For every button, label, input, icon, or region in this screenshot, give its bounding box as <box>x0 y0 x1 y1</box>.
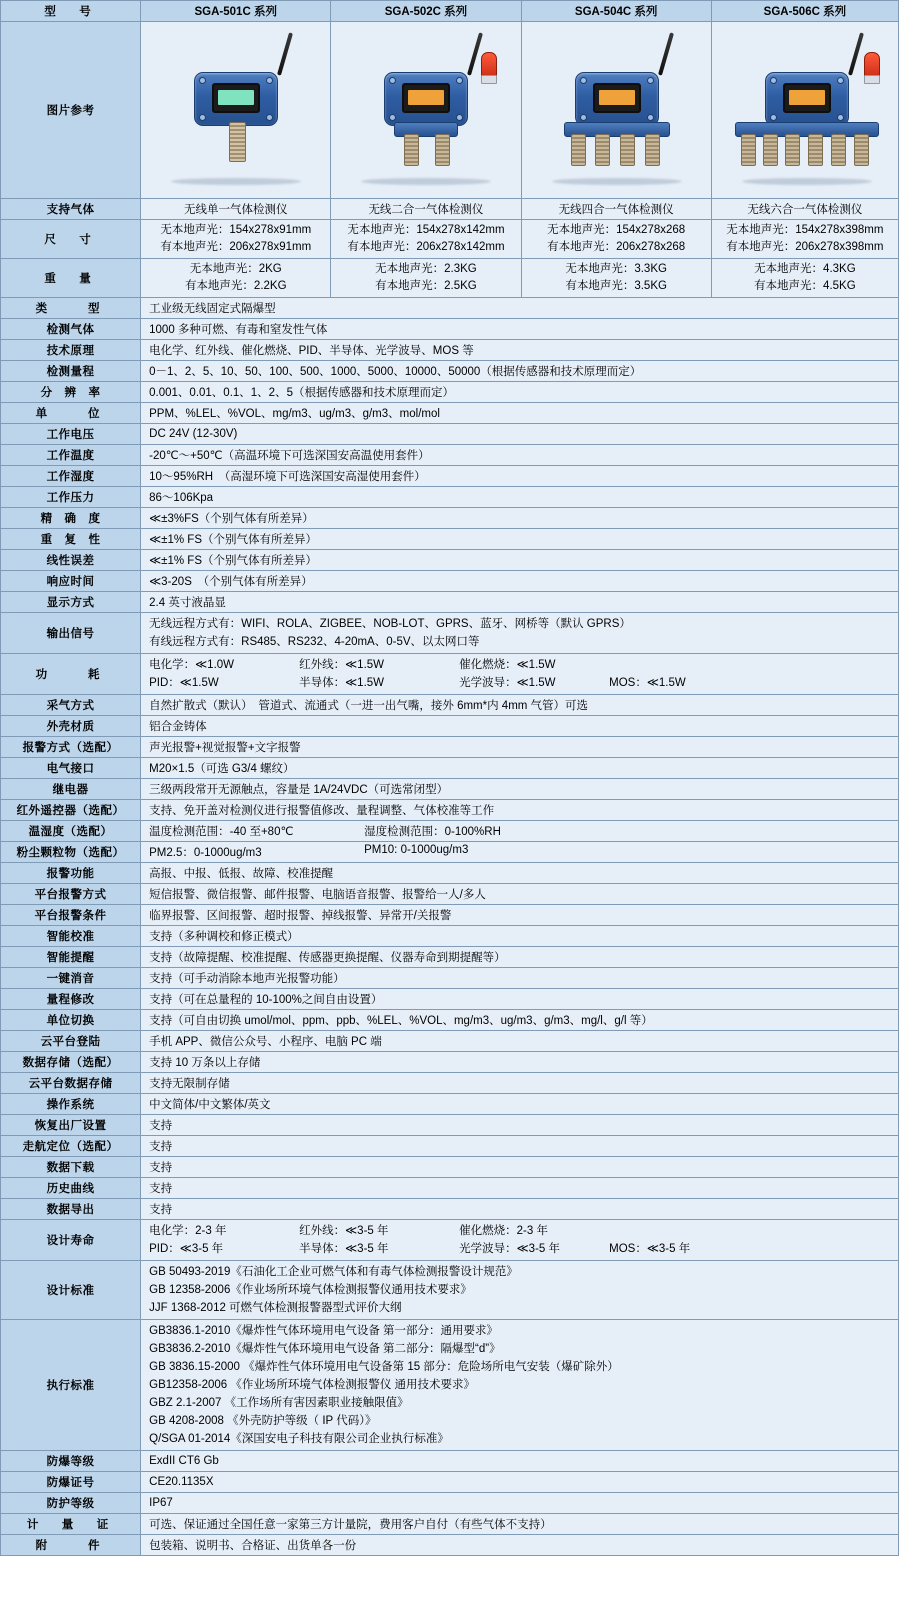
row-value-os: 中文简体/中文繁体/英文 <box>141 1094 899 1115</box>
table-row-platform-alarm-condition <box>1 905 899 926</box>
row-value-lifetime: 电化学：2-3 年 红外线：≪3-5 年 催化燃烧：2-3 年 PID：≪3-5 年 半导体：≪3-5 年 光学波导：≪3-5 年 MOS：≪3-5 年 <box>141 1220 899 1261</box>
row-value-pressure: 86～106Kpa <box>141 487 899 508</box>
table-row-voltage <box>1 424 899 445</box>
gas-support-3: 无线四合一气体检测仪 <box>521 199 711 220</box>
alarm-light-icon <box>864 52 880 80</box>
row-value-temperature: -20℃～+50℃（高温环境下可选深国安高温使用套件） <box>141 445 899 466</box>
row-value-sampling: 自然扩散式（默认） 管道式、流通式（一进一出气嘴，接外 6mm*内 4mm 气管）可选 <box>141 695 899 716</box>
device-image-501c <box>141 22 331 199</box>
table-row-detect-gas <box>1 319 899 340</box>
row-value-data-export: 支持 <box>141 1199 899 1220</box>
table-row-unit <box>1 403 899 424</box>
table-row-accessories <box>1 1535 899 1556</box>
table-row-ex-rating <box>1 1451 899 1472</box>
display-screen <box>783 83 831 113</box>
row-value-ip-rating: IP67 <box>141 1493 899 1514</box>
table-row-mute <box>1 968 899 989</box>
row-label-history-curve: 历史曲线 <box>1 1178 141 1199</box>
row-label-electrical-interface: 电气接口 <box>1 758 141 779</box>
table-row-range-modify <box>1 989 899 1010</box>
gas-sensor-probe <box>595 134 610 166</box>
table-row-output-signal <box>1 613 899 654</box>
table-row-history-curve <box>1 1178 899 1199</box>
detector-body <box>765 72 849 126</box>
row-label-os: 操作系统 <box>1 1094 141 1115</box>
weight-4: 无本地声光：4.3KG 有本地声光：4.5KG <box>711 259 898 298</box>
row-label-model: 型 号 <box>1 1 141 22</box>
table-row-exec-standard <box>1 1320 899 1451</box>
row-label-metrology-certificate: 计 量 证 <box>1 1514 141 1535</box>
row-value-resolution: 0.001、0.01、0.1、1、2、5（根据传感器和技术原理而定） <box>141 382 899 403</box>
display-screen <box>402 83 450 113</box>
row-value-ex-rating: ExdII CT6 Gb <box>141 1451 899 1472</box>
display-screen <box>212 83 260 113</box>
row-label-smart-reminder: 智能提醒 <box>1 947 141 968</box>
gas-sensor-probe <box>785 134 800 166</box>
table-row-ir-remote <box>1 800 899 821</box>
table-row-resolution <box>1 382 899 403</box>
device-image-506c <box>711 22 898 199</box>
row-label-ex-certificate: 防爆证号 <box>1 1472 141 1493</box>
size-1: 无本地声光：154х278х91mm 有本地声光：206х278х91mm <box>141 220 331 259</box>
row-value-output-signal: 无线远程方式有：WIFI、ROLA、ZIGBEE、NOB-LOT、GPRS、蓝牙、网桥等（默认 GPRS） 有线远程方式有：RS485、RS232、4-20mA、0-5V、以太网口等 <box>141 613 899 654</box>
table-row-cloud-login <box>1 1031 899 1052</box>
table-row-smart-reminder <box>1 947 899 968</box>
display-screen <box>593 83 641 113</box>
row-label-pressure: 工作压力 <box>1 487 141 508</box>
row-label-dust-option: 粉尘颗粒物（选配） <box>1 842 141 863</box>
row-value-mute: 支持（可手动消除本地声光报警功能） <box>141 968 899 989</box>
table-row-gas-support <box>1 199 899 220</box>
row-label-humidity: 工作湿度 <box>1 466 141 487</box>
row-label-temp-humidity-option: 温湿度（选配） <box>1 821 141 842</box>
table-row-range <box>1 361 899 382</box>
row-label-ir-remote: 红外遥控器（选配） <box>1 800 141 821</box>
row-label-ex-rating: 防爆等级 <box>1 1451 141 1472</box>
row-label-cloud-login: 云平台登陆 <box>1 1031 141 1052</box>
table-row-linearity <box>1 550 899 571</box>
row-value-platform-alarm-mode: 短信报警、微信报警、邮件报警、电脑语音报警、报警给一人/多人 <box>141 884 899 905</box>
row-value-relay: 三级两段常开无源触点，容量是 1A/24VDC（可选常闭型） <box>141 779 899 800</box>
table-row-response-time <box>1 571 899 592</box>
row-value-accessories: 包装箱、说明书、合格证、出货单各一份 <box>141 1535 899 1556</box>
gas-sensor-probe <box>229 122 246 162</box>
table-row-electrical-interface <box>1 758 899 779</box>
row-value-exec-standard: GB3836.1-2010《爆炸性气体环境用电气设备 第一部分：通用要求》 GB3836.2-2010《爆炸性气体环境用电气设备 第二部分：隔爆型“d”》 GB 3836.15-2000 《爆炸性气体环境用电气设备第 15 部分：危险场所电气安装（爆矿除外） GB12358-2006 《作业场所环境气体检测报警仪 通用技术要求》 GBZ 2.1-2007 《工作场所有害因素职业接触限值》 GB 4208-2008 《外壳防护等级（ IP 代码）》 Q/SGA 01-2014《深国安电子科技有限公司企业执行标准》 <box>141 1320 899 1451</box>
table-row-repeatability <box>1 529 899 550</box>
table-row-model <box>1 1 899 22</box>
row-value-metrology-certificate: 可选、保证通过全国任意一家第三方计量院，费用客户自付（有些气体不支持） <box>141 1514 899 1535</box>
row-label-weight: 重 量 <box>1 259 141 298</box>
gas-sensor-probe <box>763 134 778 166</box>
row-label-data-export: 数据导出 <box>1 1199 141 1220</box>
model-col-1: SGA-501C 系列 <box>141 1 331 22</box>
row-value-dust-option: PM2.5：0-1000ug/m3 PM10: 0-1000ug/m3 <box>141 842 899 863</box>
gas-sensor-probe <box>620 134 635 166</box>
gas-sensor-probe <box>854 134 869 166</box>
table-row-unit-switch <box>1 1010 899 1031</box>
table-row-os <box>1 1094 899 1115</box>
gas-support-2: 无线二合一气体检测仪 <box>331 199 521 220</box>
row-label-linearity: 线性误差 <box>1 550 141 571</box>
device-image-502c <box>331 22 521 199</box>
row-value-linearity: ≪±1% FS（个别气体有所差异） <box>141 550 899 571</box>
row-value-detect-gas: 1000 多种可燃、有毒和窒发性气体 <box>141 319 899 340</box>
table-row-data-storage <box>1 1052 899 1073</box>
table-row-temperature <box>1 445 899 466</box>
row-label-type: 类 型 <box>1 298 141 319</box>
row-label-output-signal: 输出信号 <box>1 613 141 654</box>
row-value-history-curve: 支持 <box>141 1178 899 1199</box>
row-value-temp-humidity-option: 温度检测范围：-40 至+80℃ 湿度检测范围：0-100%RH <box>141 821 899 842</box>
table-row-mobile-positioning <box>1 1136 899 1157</box>
table-row-pressure <box>1 487 899 508</box>
gas-sensor-probe <box>741 134 756 166</box>
table-row-housing <box>1 716 899 737</box>
model-col-3: SGA-504C 系列 <box>521 1 711 22</box>
row-value-design-standard: GB 50493-2019《石油化工企业可燃气体和有毒气体检测报警设计规范》 GB 12358-2006《作业场所环境气体检测报警仪通用技术要求》 JJF 1368-2012 可燃气体检测报警器型式评价大纲 <box>141 1261 899 1320</box>
row-value-accuracy: ≪±3%FS（个别气体有所差异） <box>141 508 899 529</box>
row-label-power: 功 耗 <box>1 654 141 695</box>
table-row-display <box>1 592 899 613</box>
row-label-picture: 图片参考 <box>1 22 141 199</box>
row-value-power: 电化学：≪1.0W 红外线：≪1.5W 催化燃烧：≪1.5W PID：≪1.5W 半导体：≪1.5W 光学波导：≪1.5W MOS：≪1.5W <box>141 654 899 695</box>
row-value-data-storage: 支持 10 万条以上存储 <box>141 1052 899 1073</box>
gas-sensor-probe <box>435 134 450 166</box>
row-value-cloud-storage: 支持无限制存储 <box>141 1073 899 1094</box>
row-label-temperature: 工作温度 <box>1 445 141 466</box>
table-row-size <box>1 220 899 259</box>
weight-1: 无本地声光：2KG 有本地声光：2.2KG <box>141 259 331 298</box>
row-label-accessories: 附 件 <box>1 1535 141 1556</box>
table-row-smart-calibration <box>1 926 899 947</box>
table-row-sampling <box>1 695 899 716</box>
row-label-data-download: 数据下载 <box>1 1157 141 1178</box>
table-row-picture <box>1 22 899 199</box>
row-label-voltage: 工作电压 <box>1 424 141 445</box>
table-row-design-standard <box>1 1261 899 1320</box>
row-label-factory-reset: 恢复出厂设置 <box>1 1115 141 1136</box>
row-value-smart-reminder: 支持（故障提醒、校准提醒、传感器更换提醒、仪器寿命到期提醒等） <box>141 947 899 968</box>
model-col-4: SGA-506C 系列 <box>711 1 898 22</box>
row-value-electrical-interface: M20×1.5（可选 G3/4 螺纹） <box>141 758 899 779</box>
table-row-ip-rating <box>1 1493 899 1514</box>
row-value-humidity: 10～95%RH （高湿环境下可选深国安高湿使用套件） <box>141 466 899 487</box>
row-label-range: 检测量程 <box>1 361 141 382</box>
gas-support-4: 无线六合一气体检测仪 <box>711 199 898 220</box>
shadow <box>361 178 491 185</box>
row-value-smart-calibration: 支持（多种调校和修正模式） <box>141 926 899 947</box>
row-value-repeatability: ≪±1% FS（个别气体有所差异） <box>141 529 899 550</box>
size-4: 无本地声光：154х278х398mm 有本地声光：206х278х398mm <box>711 220 898 259</box>
row-label-mobile-positioning: 走航定位（选配） <box>1 1136 141 1157</box>
row-label-smart-calibration: 智能校准 <box>1 926 141 947</box>
row-value-alarm-mode: 声光报警+视觉报警+文字报警 <box>141 737 899 758</box>
antenna-icon <box>658 32 674 75</box>
size-3: 无本地声光：154х278х268 有本地声光：206х278х268 <box>521 220 711 259</box>
row-label-unit-switch: 单位切换 <box>1 1010 141 1031</box>
row-label-data-storage: 数据存储（选配） <box>1 1052 141 1073</box>
row-value-voltage: DC 24V (12-30V) <box>141 424 899 445</box>
row-label-alarm-function: 报警功能 <box>1 863 141 884</box>
row-label-relay: 继电器 <box>1 779 141 800</box>
size-2: 无本地声光：154х278х142mm 有本地声光：206х278х142mm <box>331 220 521 259</box>
antenna-icon <box>848 32 864 75</box>
row-value-ex-certificate: CE20.1135X <box>141 1472 899 1493</box>
gas-sensor-probe <box>571 134 586 166</box>
table-row-alarm-function <box>1 863 899 884</box>
row-label-repeatability: 重 复 性 <box>1 529 141 550</box>
row-label-platform-alarm-condition: 平台报警条件 <box>1 905 141 926</box>
table-row-lifetime <box>1 1220 899 1261</box>
row-value-cloud-login: 手机 APP、微信公众号、小程序、电脑 PC 端 <box>141 1031 899 1052</box>
row-value-principle: 电化学、红外线、催化燃烧、PID、半导体、光学波导、MOS 等 <box>141 340 899 361</box>
weight-2: 无本地声光：2.3KG 有本地声光：2.5KG <box>331 259 521 298</box>
row-label-unit: 单 位 <box>1 403 141 424</box>
row-label-sampling: 采气方式 <box>1 695 141 716</box>
row-value-mobile-positioning: 支持 <box>141 1136 899 1157</box>
gas-sensor-probe <box>404 134 419 166</box>
table-row-humidity <box>1 466 899 487</box>
table-row-type <box>1 298 899 319</box>
row-label-alarm-mode: 报警方式（选配） <box>1 737 141 758</box>
row-label-platform-alarm-mode: 平台报警方式 <box>1 884 141 905</box>
row-value-alarm-function: 高报、中报、低报、故障、校准提醒 <box>141 863 899 884</box>
table-row-data-download <box>1 1157 899 1178</box>
row-label-accuracy: 精 确 度 <box>1 508 141 529</box>
row-label-response-time: 响应时间 <box>1 571 141 592</box>
row-label-ip-rating: 防护等级 <box>1 1493 141 1514</box>
row-label-housing: 外壳材质 <box>1 716 141 737</box>
row-value-type: 工业级无线固定式隔爆型 <box>141 298 899 319</box>
row-label-resolution: 分 辨 率 <box>1 382 141 403</box>
table-row-metrology-certificate <box>1 1514 899 1535</box>
table-row-ex-certificate <box>1 1472 899 1493</box>
table-row-relay <box>1 779 899 800</box>
row-value-display: 2.4 英寸液晶显 <box>141 592 899 613</box>
row-value-response-time: ≪3-20S （个别气体有所差异） <box>141 571 899 592</box>
table-row-platform-alarm-mode <box>1 884 899 905</box>
table-row-cloud-storage <box>1 1073 899 1094</box>
row-value-housing: 铝合金铸体 <box>141 716 899 737</box>
gas-sensor-probe <box>808 134 823 166</box>
shadow <box>171 178 301 185</box>
table-row-temp-humidity-option <box>1 821 899 842</box>
gas-sensor-probe <box>645 134 660 166</box>
row-label-design-standard: 设计标准 <box>1 1261 141 1320</box>
row-label-size: 尺 寸 <box>1 220 141 259</box>
row-label-detect-gas: 检测气体 <box>1 319 141 340</box>
row-value-ir-remote: 支持、免开盖对检测仪进行报警值修改、量程调整、气体校准等工作 <box>141 800 899 821</box>
row-value-unit-switch: 支持（可自由切换 umol/mol、ppm、ppb、%LEL、%VOL、mg/m3、ug/m3、g/m3、mg/l、g/l 等） <box>141 1010 899 1031</box>
alarm-light-icon <box>481 52 497 80</box>
table-row-alarm-mode <box>1 737 899 758</box>
table-row-principle <box>1 340 899 361</box>
row-label-range-modify: 量程修改 <box>1 989 141 1010</box>
weight-3: 无本地声光：3.3KG 有本地声光：3.5KG <box>521 259 711 298</box>
row-label-cloud-storage: 云平台数据存储 <box>1 1073 141 1094</box>
table-row-accuracy <box>1 508 899 529</box>
detector-body <box>384 72 468 126</box>
row-value-factory-reset: 支持 <box>141 1115 899 1136</box>
row-value-platform-alarm-condition: 临界报警、区间报警、超时报警、掉线报警、异常开/关报警 <box>141 905 899 926</box>
row-label-exec-standard: 执行标准 <box>1 1320 141 1451</box>
row-value-data-download: 支持 <box>141 1157 899 1178</box>
gas-support-1: 无线单一气体检测仪 <box>141 199 331 220</box>
shadow <box>742 178 872 185</box>
row-value-unit: PPM、%LEL、%VOL、mg/m3、ug/m3、g/m3、mol/mol <box>141 403 899 424</box>
row-label-display: 显示方式 <box>1 592 141 613</box>
table-row-data-export <box>1 1199 899 1220</box>
table-row-factory-reset <box>1 1115 899 1136</box>
row-value-range: 0－1、2、5、10、50、100、500、1000、5000、10000、50000（根据传感器和技术原理而定） <box>141 361 899 382</box>
table-row-power <box>1 654 899 695</box>
detector-body <box>194 72 278 126</box>
model-col-2: SGA-502C 系列 <box>331 1 521 22</box>
device-image-504c <box>521 22 711 199</box>
row-label-principle: 技术原理 <box>1 340 141 361</box>
row-label-gas-support: 支持气体 <box>1 199 141 220</box>
table-row-weight <box>1 259 899 298</box>
shadow <box>552 178 682 185</box>
row-label-mute: 一键消音 <box>1 968 141 989</box>
row-value-range-modify: 支持（可在总量程的 10-100%之间自由设置） <box>141 989 899 1010</box>
row-label-lifetime: 设计寿命 <box>1 1220 141 1261</box>
gas-sensor-probe <box>831 134 846 166</box>
antenna-icon <box>277 32 293 75</box>
table-row-dust-option <box>1 842 899 863</box>
detector-body <box>575 72 659 126</box>
